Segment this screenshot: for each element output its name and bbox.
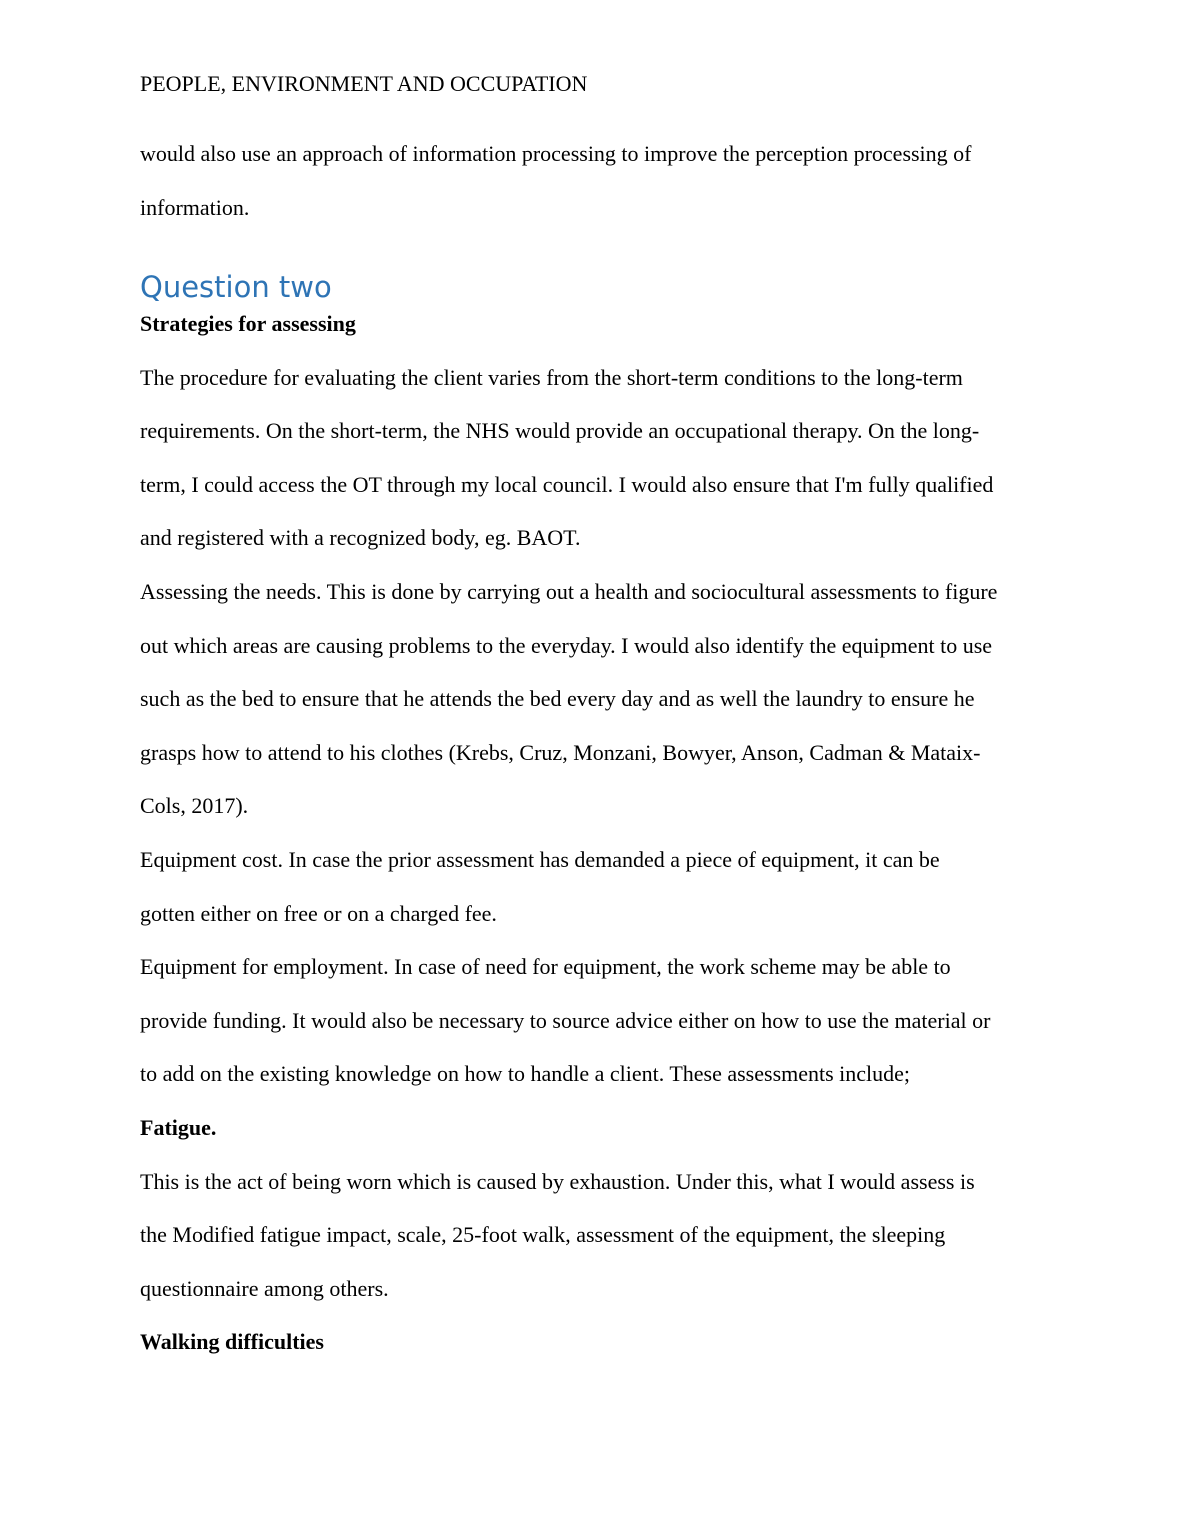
text-line: the Modified fatigue impact, scale, 25-foot walk, assessment of the equipment, the sleeping bbox=[140, 1222, 946, 1248]
text-line: Cols, 2017). bbox=[140, 793, 249, 819]
text-line: to add on the existing knowledge on how to handle a client. These assessments include; bbox=[140, 1061, 911, 1087]
text-line: Assessing the needs. This is done by carrying out a health and sociocultural assessments to figure bbox=[140, 578, 998, 604]
text-line: such as the bed to ensure that he attends the bed every day and as well the laundry to ensure he bbox=[140, 686, 975, 712]
text-line: The procedure for evaluating the client varies from the short-term conditions to the long-term bbox=[140, 364, 963, 390]
text-line: Equipment for employment. In case of need for equipment, the work scheme may be able to bbox=[140, 954, 951, 980]
running-header: PEOPLE, ENVIRONMENT AND OCCUPATION bbox=[140, 71, 588, 96]
text-line: would also use an approach of information processing to improve the perception processing of bbox=[140, 141, 972, 166]
text-line: Equipment cost. In case the prior assessment has demanded a piece of equipment, it can be bbox=[140, 846, 940, 872]
text-line: gotten either on free or on a charged fee. bbox=[140, 900, 497, 926]
text-line: This is the act of being worn which is caused by exhaustion. Under this, what I would assess is bbox=[140, 1168, 975, 1194]
subheading-walking: Walking difficulties bbox=[140, 1329, 324, 1355]
subheading-strategies: Strategies for assessing bbox=[140, 311, 356, 336]
paragraph-procedure bbox=[140, 351, 1060, 565]
paragraph-fatigue bbox=[140, 1155, 1060, 1316]
text-line: out which areas are causing problems to the everyday. I would also identify the equipment to use bbox=[140, 632, 993, 658]
paragraph-cost bbox=[140, 833, 1060, 940]
subheading-fatigue: Fatigue. bbox=[140, 1114, 217, 1140]
intro-paragraph bbox=[140, 127, 1060, 234]
section-body bbox=[140, 297, 1060, 1369]
text-line: term, I could access the OT through my local council. I would also ensure that I'm fully qualified bbox=[140, 471, 994, 497]
paragraph-employment bbox=[140, 940, 1060, 1101]
text-line: and registered with a recognized body, eg. BAOT. bbox=[140, 525, 581, 551]
text-line: information. bbox=[140, 194, 250, 220]
section-heading: Question two bbox=[140, 270, 332, 304]
text-line: provide funding. It would also be necessary to source advice either on how to use the material or bbox=[140, 1007, 991, 1033]
text-line: grasps how to attend to his clothes (Krebs, Cruz, Monzani, Bowyer, Anson, Cadman & Mataix- bbox=[140, 739, 981, 765]
text-line: questionnaire among others. bbox=[140, 1275, 389, 1301]
paragraph-needs bbox=[140, 565, 1060, 833]
text-line: requirements. On the short-term, the NHS would provide an occupational therapy. On the long- bbox=[140, 418, 980, 444]
